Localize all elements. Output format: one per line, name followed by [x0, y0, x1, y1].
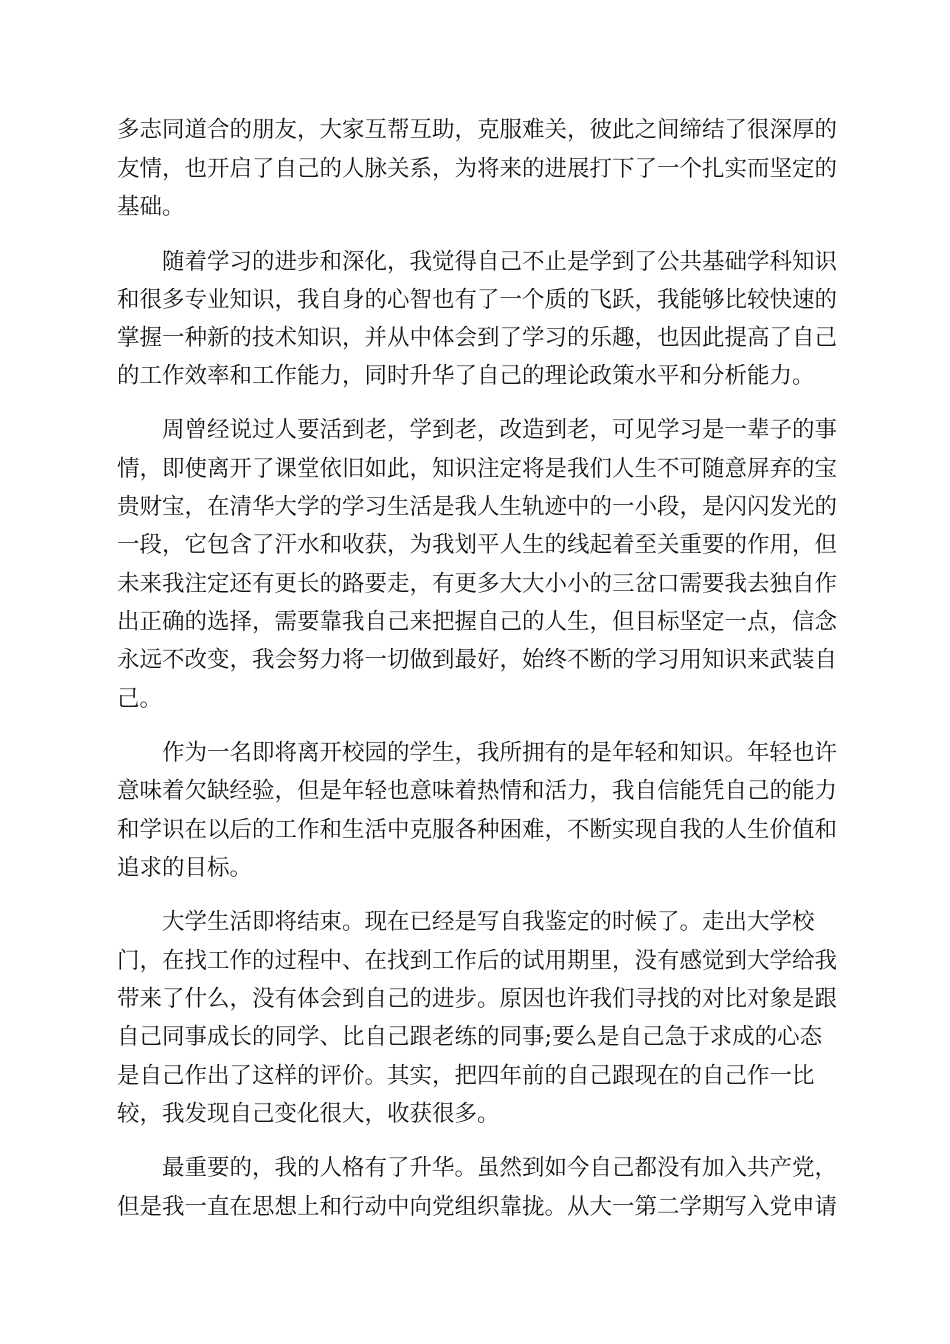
text-line: 未来我注定还有更长的路要走，有更多大大小小的三岔口需要我去独自作	[117, 571, 838, 597]
text-line: 自己同事成长的同学、比自己跟老练的同事;要么是自己急于求成的心态	[117, 1024, 823, 1050]
text-line: 门，在找工作的过程中、在找到工作后的试用期里，没有感觉到大学给我	[117, 948, 838, 974]
text-line: 的工作效率和工作能力，同时升华了自己的理论政策水平和分析能力。	[117, 363, 815, 389]
text-line: 情，即使离开了课堂依旧如此，知识注定将是我们人生不可随意屏弃的宝	[117, 456, 838, 482]
text-line: 周曾经说过人要活到老，学到老，改造到老，可见学习是一辈子的事	[162, 417, 838, 443]
text-line: 己。	[117, 686, 163, 712]
text-line: 随着学习的进步和深化，我觉得自己不止是学到了公共基础学科知识	[162, 249, 838, 275]
text-line: 是自己作出了这样的评价。其实，把四年前的自己跟现在的自己作一比	[117, 1063, 815, 1089]
text-line: 和很多专业知识，我自身的心智也有了一个质的飞跃，我能够比较快速的	[117, 287, 838, 313]
text-line: 带来了什么，没有体会到自己的进步。原因也许我们寻找的对比对象是跟	[117, 986, 838, 1012]
text-line: 一段，它包含了汗水和收获，为我划平人生的线起着至关重要的作用，但	[117, 532, 838, 558]
text-line: 意味着欠缺经验，但是年轻也意味着热情和活力，我自信能凭自己的能力	[117, 778, 838, 804]
text-line: 和学识在以后的工作和生活中克服各种困难，不断实现自我的人生价值和	[117, 817, 838, 843]
text-line: 较，我发现自己变化很大，收获很多。	[117, 1101, 500, 1127]
text-line: 出正确的选择，需要靠我自己来把握自己的人生，但目标坚定一点，信念	[117, 609, 838, 635]
text-line: 大学生活即将结束。现在已经是写自我鉴定的时候了。走出大学校	[162, 909, 815, 935]
text-line: 追求的目标。	[117, 855, 253, 881]
text-line: 友情，也开启了自己的人脉关系，为将来的进展打下了一个扎实而坚定的	[117, 156, 838, 182]
text-line: 贵财宝，在清华大学的学习生活是我人生轨迹中的一小段，是闪闪发光的	[117, 494, 838, 520]
text-line: 基础。	[117, 194, 185, 220]
text-line: 最重要的，我的人格有了升华。虽然到如今自己都没有加入共产党，	[162, 1155, 838, 1181]
text-line: 多志同道合的朋友，大家互帮互助，克服难关，彼此之间缔结了很深厚的	[117, 117, 838, 143]
text-line: 掌握一种新的技术知识，并从中体会到了学习的乐趣，也因此提高了自己	[117, 325, 838, 351]
text-line: 但是我一直在思想上和行动中向党组织靠拢。从大一第二学期写入党申请	[117, 1194, 838, 1220]
text-line: 作为一名即将离开校园的学生，我所拥有的是年轻和知识。年轻也许	[162, 740, 838, 766]
text-line: 永远不改变，我会努力将一切做到最好，始终不断的学习用知识来武装自	[117, 647, 838, 673]
